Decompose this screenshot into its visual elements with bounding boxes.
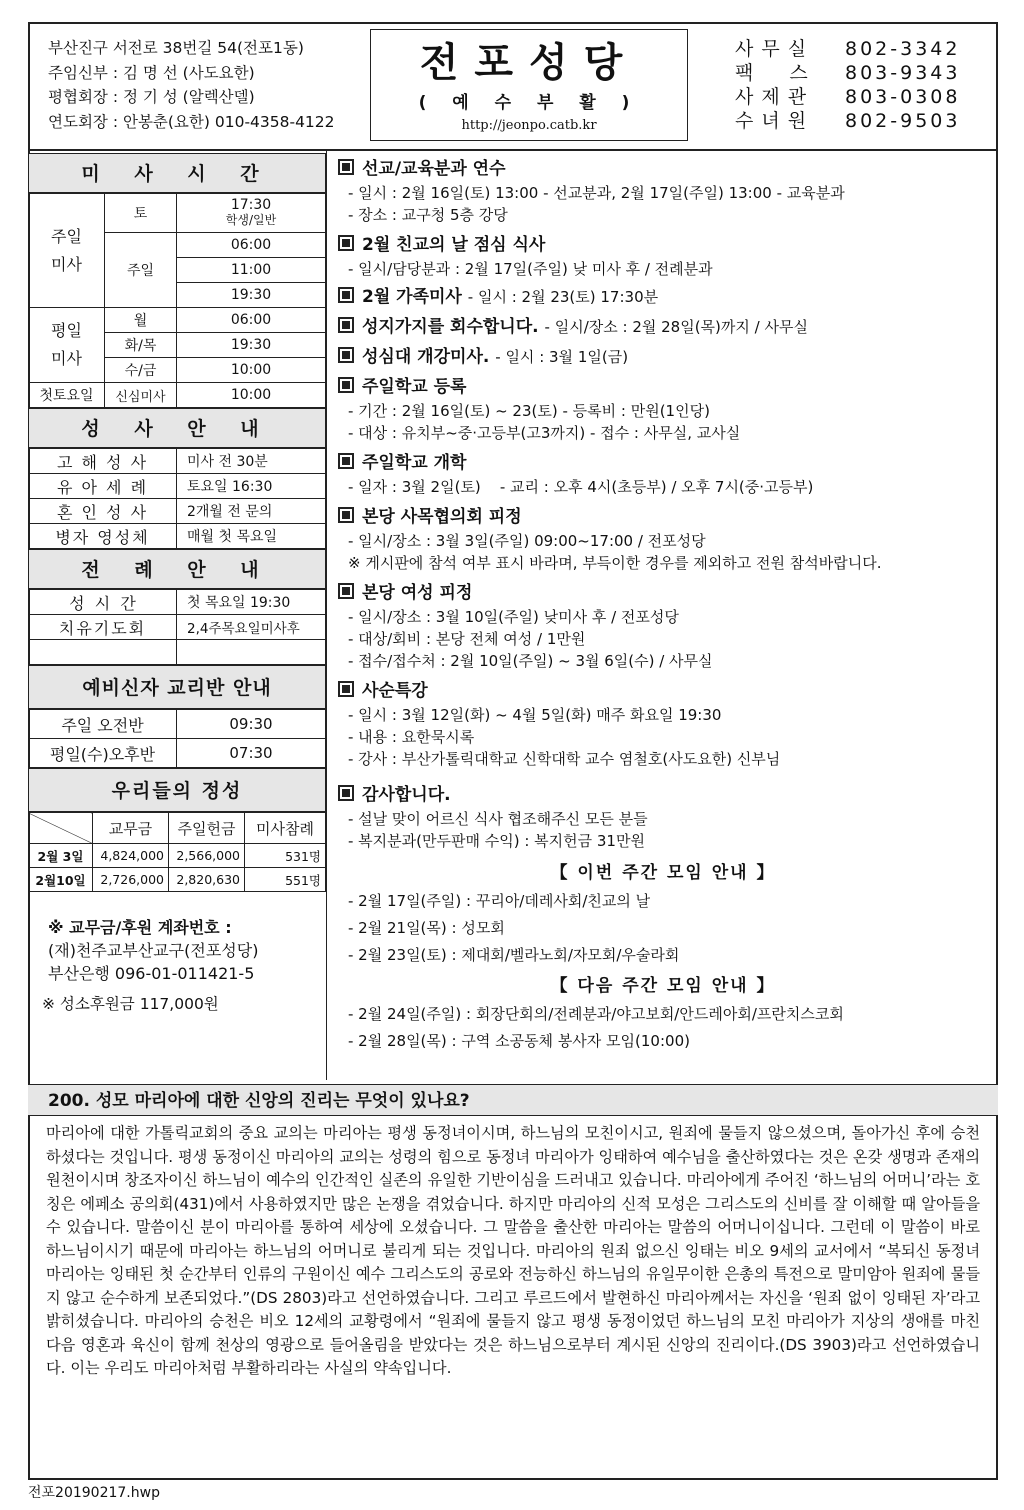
- notice-line: - 일시 : 2월 16일(토) 13:00 - 선교분과, 2월 17일(주일) 13:00 - 교육분과: [348, 184, 845, 202]
- notice-line: - 대상/회비 : 본당 전체 여성 / 1만원: [348, 630, 586, 648]
- first-sat-time: 10:00: [177, 383, 326, 408]
- contact-value: 802-3342: [845, 38, 961, 60]
- worship-info: 2,4주목요일미사후: [177, 615, 326, 640]
- notice-line: ※ 게시판에 참석 여부 표시 바라며, 부득이한 경우를 제외하고 전원 참석바랍니다.: [348, 554, 882, 572]
- notice-title: 주일학교 등록: [362, 377, 467, 397]
- notice-item: [338, 678, 988, 770]
- catechumen-table: [28, 709, 326, 768]
- class-time: 09:30: [177, 710, 326, 739]
- sacrament-info: 미사 전 30분: [177, 449, 326, 474]
- contact-row: [735, 109, 960, 133]
- notice-line: - 장소 : 교구청 5층 강당: [348, 206, 508, 224]
- offering-sunday: 2,820,630: [169, 868, 245, 892]
- account-number: 부산은행 096-01-011421-5: [48, 964, 255, 983]
- notice-line: - 일시/장소 : 3월 3일(주일) 09:00~17:00 / 전포성당: [348, 532, 706, 550]
- notice-item: [338, 374, 988, 444]
- question-body: 마리아에 대한 가톨릭교회의 중요 교의는 마리아는 평생 동정녀이시며, 하느님의 모친이시고, 원죄에 물들지 않으셨으며, 돌아가신 후에 승천하셨다는 것입니다. 평생 동정이신 마리아의 교의는 성령의 힘으로 동정녀 마리아가 잉태하여 예수님을 출산하였다는 것은 온갖 생명과 존재의 원천이시며 창조자이신 하느님이 예수의 인간적인 실존의 유일한 기반이심을 드러내고 있습니다. 마리아에게 주어진 ‘하느님의 어머니’라는 호칭은 에페소 공의회(431)에서 사용하였지만 많은 논쟁을 겪었습니다. 하지만 마리아의 신적 모성은 그리스도의 신비를 잘 이해할 때 알아들을 수 있습니다. 말씀이신 분이 마리아를 통하여 세상에 오셨습니다. 그 말씀을 출산한 마리아는 말씀의 어머니이십니다. 그런데 이 말씀이 바로 하느님이시기 때문에 마리아는 하느님의 어머니로 불리게 되는 것입니다. 마리아의 원죄 없으신 잉태는 비오 9세의 교서에서 “복되신 동정녀 마리아는 잉태된 첫 순간부터 인류의 구원이신 예수 그리스도의 공로와 전능하신 하느님의 유일무이한 은총의 특전으로 말미암아 원죄에 물들지 않고 순수하게 보존되었다.”(DS 2803)라고 선언하였습니다. 그리고 루르드에서 발현하신 마리아께서는 자신을 ‘원죄 없이 잉태된 자’라고 밝히셨습니다. 마리아의 승천은 비오 12세의 교황령에서 “원죄에 물들지 않고 평생 동정이었던 하느님의 모친 마리아가 지상의 생애를 마친 다음 영혼과 육신이 함께 천상의 영광으로 들어올림을 받았다는 것은 하느님으로부터 계시된 신앙의 진리이다.(DS 3903)라고 선언하였습니다. 이는 우리도 마리아처럼 부활하리라는 사실의 약속입니다.: [46, 1124, 980, 1377]
- weekday-mass-label: 평일 미사: [29, 308, 105, 383]
- contact-value: 802-9503: [845, 110, 961, 132]
- meetings-heading: 【 이번 주간 모임 안내 】: [550, 863, 776, 883]
- square-bullet-icon: [338, 453, 354, 469]
- square-bullet-icon: [338, 377, 354, 393]
- notice-line: - 기간 : 2월 16일(토) ~ 23(토) - 등록비 : 만원(1인당): [348, 402, 710, 420]
- sun-time: 06:00: [177, 233, 326, 258]
- sacraments-table: [28, 448, 326, 549]
- offerings-heading: 우리들의 정성: [28, 768, 326, 812]
- sun-label: 주일: [105, 233, 177, 308]
- square-bullet-icon: [338, 347, 354, 363]
- notice-title: 성심대 개강미사.: [362, 347, 490, 367]
- mass-times-heading: 미 사 시 간: [28, 153, 326, 193]
- offering-tithe: 4,824,000: [93, 844, 169, 868]
- square-bullet-icon: [338, 507, 354, 523]
- square-bullet-icon: [338, 287, 354, 303]
- sat-note: 학생/일반: [225, 213, 277, 227]
- page-title: 전포성당: [419, 39, 639, 86]
- square-bullet-icon: [338, 785, 354, 801]
- contact-row: [735, 61, 960, 85]
- notice-line: - 복지분과(만두판매 수익) : 복지헌금 31만원: [348, 832, 645, 850]
- notice-item: [338, 232, 988, 280]
- contact-row: [735, 37, 960, 61]
- meetings-this-week: [338, 858, 988, 969]
- worship-name: 치유기도회: [29, 615, 177, 640]
- contact-label: 수녀원: [735, 110, 815, 132]
- sun-time: 11:00: [177, 258, 326, 283]
- diagonal-cell: [29, 813, 93, 844]
- sacrament-info: 토요일 16:30: [177, 474, 326, 499]
- contact-label: 팩 스: [735, 62, 816, 84]
- meeting-line: - 2월 23일(토) : 제대회/벨라노회/자모회/우술라회: [348, 946, 680, 964]
- weekday-day: 월: [105, 308, 177, 333]
- account-info: [28, 892, 326, 1016]
- sacrament-name: 병자 영성체: [29, 524, 177, 549]
- notice-item: [338, 580, 988, 672]
- weekday-time: 19:30: [177, 333, 326, 358]
- offering-tithe: 2,726,000: [93, 868, 169, 892]
- question-title: 200. 성모 마리아에 대한 신앙의 진리는 무엇이 있나요?: [28, 1084, 998, 1116]
- notice-inline: - 일시/장소 : 2월 28일(목)까지 / 사무실: [544, 318, 808, 336]
- parish-info: [48, 36, 335, 134]
- meeting-line: - 2월 24일(주일) : 회장단회의/전례분과/야고보회/안드레아회/프란치스코회: [348, 1005, 844, 1023]
- class-time: 07:30: [177, 739, 326, 768]
- notice-item: [338, 314, 988, 340]
- offering-sunday: 2,566,000: [169, 844, 245, 868]
- notice-title: 주일학교 개학: [362, 453, 467, 473]
- offering-attendance: 551명: [245, 868, 326, 892]
- empty-cell: [29, 640, 177, 665]
- offering-attendance: 531명: [245, 844, 326, 868]
- sat-time: 17:30: [230, 197, 272, 213]
- class-name: 주일 오전반: [29, 710, 177, 739]
- square-bullet-icon: [338, 159, 354, 175]
- meeting-line: - 2월 28일(목) : 구역 소공동체 봉사자 모임(10:00): [348, 1032, 690, 1050]
- council-line: 평협회장 : 정 기 성 (알렉산델): [48, 88, 255, 106]
- notice-line: - 강사 : 부산가톨릭대학교 신학대학 교수 염철호(사도요한) 신부님: [348, 750, 781, 768]
- notice-title: 본당 여성 피정: [362, 583, 473, 603]
- notice-line: - 접수/접수처 : 2월 10일(주일) ~ 3월 6일(수) / 사무실: [348, 652, 713, 670]
- sacrament-info: 매월 첫 목요일: [177, 524, 326, 549]
- meetings-next-week: [338, 971, 988, 1055]
- notice-line: - 일시/장소 : 3월 10일(주일) 낮미사 후 / 전포성당: [348, 608, 679, 626]
- column-header: 미사참례: [245, 813, 326, 844]
- worship-info: 첫 목요일 19:30: [177, 590, 326, 615]
- contact-label: 사제관: [735, 86, 815, 108]
- sunday-mass-label: 주일 미사: [29, 194, 105, 308]
- website-link[interactable]: http://jeonpo.catb.kr: [461, 118, 597, 133]
- notice-item: [338, 284, 988, 310]
- offering-date: 2월 3일: [29, 844, 93, 868]
- notice-line: - 대상 : 유치부~중·고등부(고3까지) - 접수 : 사무실, 교사실: [348, 424, 741, 442]
- prayer-leader-line: 연도회장 : 안봉춘(요한) 010-4358-4122: [48, 112, 335, 131]
- contact-label: 사무실: [735, 38, 815, 60]
- notice-title: 사순특강: [362, 681, 428, 701]
- offerings-table: [28, 812, 326, 892]
- contact-value: 803-0308: [845, 86, 961, 108]
- contact-list: [735, 37, 960, 133]
- contact-row: [735, 85, 960, 109]
- square-bullet-icon: [338, 235, 354, 251]
- notice-item: [338, 450, 988, 498]
- notice-inline: - 일시 : 3월 1일(금): [495, 348, 629, 366]
- empty-cell: [177, 640, 326, 665]
- notice-item: [338, 344, 988, 370]
- column-header: 주일헌금: [169, 813, 245, 844]
- meeting-line: - 2월 17일(주일) : 꾸리아/데레사회/친교의 날: [348, 892, 651, 910]
- square-bullet-icon: [338, 583, 354, 599]
- notice-inline: - 일시 : 2월 23(토) 17:30분: [467, 288, 659, 306]
- weekday-time: 06:00: [177, 308, 326, 333]
- sun-time: 19:30: [177, 283, 326, 308]
- file-name: 전포20190217.hwp: [28, 1485, 160, 1501]
- contact-value: 803-9343: [845, 62, 961, 84]
- notices-column: [338, 156, 988, 1055]
- sacraments-heading: 성 사 안 내: [28, 408, 326, 448]
- notice-item: [338, 156, 988, 226]
- notice-line: - 내용 : 요한묵시록: [348, 728, 475, 746]
- worship-name: 성 시 간: [29, 590, 177, 615]
- donation-total: ※ 성소후원금 117,000원: [42, 995, 219, 1013]
- notice-title: 2월 친교의 날 점심 식사: [362, 235, 546, 255]
- header-divider: [28, 149, 998, 151]
- account-title: ※ 교무금/후원 계좌번호 :: [48, 918, 232, 937]
- square-bullet-icon: [338, 681, 354, 697]
- account-name: (재)천주교부산교구(전포성당): [48, 941, 259, 960]
- sat-mass-cell: [177, 194, 326, 233]
- catechumen-heading: 예비신자 교리반 안내: [28, 665, 326, 709]
- first-sat-label: 첫토요일: [29, 383, 105, 408]
- notice-line: - 일자 : 3월 2일(토) - 교리 : 오후 4시(초등부) / 오후 7시(중·고등부): [348, 478, 814, 496]
- weekday-time: 10:00: [177, 358, 326, 383]
- mass-times-table: [28, 193, 326, 408]
- notice-title: 본당 사목협의회 피정: [362, 507, 522, 527]
- sacrament-info: 2개월 전 문의: [177, 499, 326, 524]
- sacrament-name: 혼 인 성 사: [29, 499, 177, 524]
- notice-title: 감사합니다.: [362, 785, 451, 805]
- sacrament-name: 고 해 성 사: [29, 449, 177, 474]
- worship-heading: 전 례 안 내: [28, 549, 326, 589]
- column-divider: [326, 150, 327, 1080]
- first-sat-sub: 신심미사: [105, 383, 177, 408]
- worship-table: [28, 589, 326, 665]
- pastor-line: 주임신부 : 김 명 선 (사도요한): [48, 63, 255, 82]
- weekday-day: 화/목: [105, 333, 177, 358]
- meetings-heading: 【 다음 주간 모임 안내 】: [550, 976, 776, 996]
- column-header: 교무금: [93, 813, 169, 844]
- notice-line: - 일시 : 3월 12일(화) ~ 4월 5일(화) 매주 화요일 19:30: [348, 706, 722, 724]
- notice-title: 성지가지를 회수합니다.: [362, 317, 539, 337]
- offering-date: 2월10일: [29, 868, 93, 892]
- table-row: [29, 868, 326, 892]
- square-bullet-icon: [338, 317, 354, 333]
- title-box: [370, 29, 688, 141]
- notice-item: [338, 782, 988, 852]
- sacrament-name: 유 아 세 례: [29, 474, 177, 499]
- page-subtitle: ( 예 수 부 활 ): [418, 93, 640, 113]
- notice-title: 2월 가족미사: [362, 287, 462, 307]
- weekday-day: 수/금: [105, 358, 177, 383]
- notice-title: 선교/교육분과 연수: [362, 159, 506, 179]
- notice-line: - 설날 맞이 어르신 식사 협조해주신 모든 분들: [348, 810, 648, 828]
- meeting-line: - 2월 21일(목) : 성모회: [348, 919, 505, 937]
- notice-item: [338, 504, 988, 574]
- sat-label: 토: [105, 194, 177, 233]
- address-line: 부산진구 서전로 38번길 54(전포1동): [48, 39, 304, 57]
- left-column: [28, 153, 326, 1016]
- class-name: 평일(수)오후반: [29, 739, 177, 768]
- notice-line: - 일시/담당분과 : 2월 17일(주일) 낮 미사 후 / 전례분과: [348, 260, 713, 278]
- table-row: [29, 844, 326, 868]
